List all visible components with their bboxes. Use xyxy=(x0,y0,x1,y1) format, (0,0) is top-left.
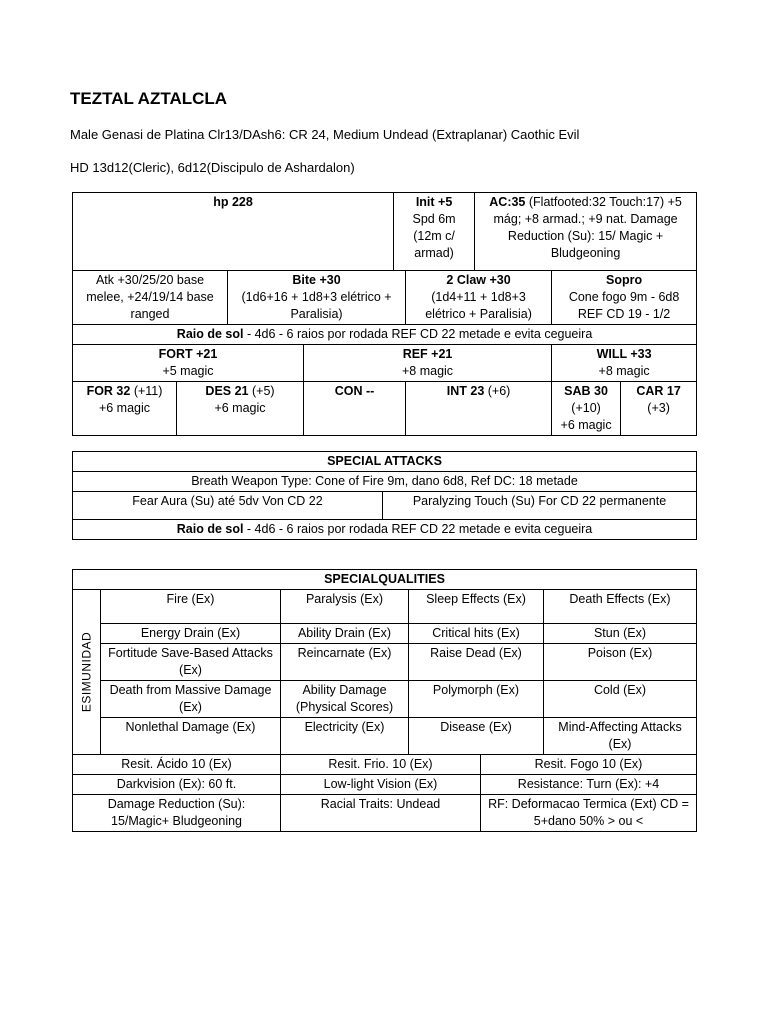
ref-save-cell xyxy=(304,345,552,382)
claw-cell xyxy=(406,271,552,325)
immunity-item: Ability Drain (Ex) xyxy=(281,624,409,644)
sun-ray-row xyxy=(73,325,697,345)
damage-reduction-cell: Damage Reduction (Su): 15/Magic+ Bludgeoning xyxy=(73,795,281,832)
immunity-item: Mind-Affecting Attacks (Ex) xyxy=(544,718,697,755)
immunity-item: Death from Massive Damage (Ex) xyxy=(101,681,281,718)
wis-magic: +6 magic xyxy=(560,418,612,432)
hit-dice: HD 13d12(Cleric), 6d12(Discipulo de Ashardalon) xyxy=(70,160,355,175)
wis-label: SAB 30 xyxy=(564,384,608,398)
str-cell xyxy=(73,382,177,436)
init-label: Init +5 xyxy=(415,195,453,209)
immunity-item: Electricity (Ex) xyxy=(281,718,409,755)
immunity-item: Raise Dead (Ex) xyxy=(409,644,544,681)
character-summary: Male Genasi de Platina Clr13/DAsh6: CR 24, Medium Undead (Extraplanar) Caothic Evil xyxy=(70,127,580,142)
immunity-item: Nonlethal Damage (Ex) xyxy=(101,718,281,755)
stat-block xyxy=(72,192,697,436)
special-sun-ray-text: - 4d6 - 6 raios por rodada REF CD 22 metade e evita cegueira xyxy=(243,522,593,536)
fear-aura-cell: Fear Aura (Su) até 5dv Von CD 22 xyxy=(73,492,383,520)
int-label: INT 23 xyxy=(446,384,485,398)
immunity-item: Cold (Ex) xyxy=(544,681,697,718)
special-attacks-header: SPECIAL ATTACKS xyxy=(73,452,697,472)
special-qualities-header: SPECIALQUALITIES xyxy=(73,570,697,590)
fort-save-cell xyxy=(73,345,304,382)
con-cell: CON -- xyxy=(304,382,406,436)
immunity-item: Energy Drain (Ex) xyxy=(101,624,281,644)
int-mod: (+6) xyxy=(484,384,511,398)
immunity-item: Fortitude Save-Based Attacks (Ex) xyxy=(101,644,281,681)
str-label: FOR 32 xyxy=(86,384,131,398)
dex-cell xyxy=(177,382,304,436)
will-magic: +8 magic xyxy=(598,364,650,378)
attack-bonus-cell: Atk +30/25/20 base melee, +24/19/14 base ranged xyxy=(73,271,228,325)
cha-mod: (+3) xyxy=(647,401,670,415)
immunity-item: Sleep Effects (Ex) xyxy=(409,590,544,624)
racial-traits-cell: Racial Traits: Undead xyxy=(281,795,481,832)
immunity-item: Stun (Ex) xyxy=(544,624,697,644)
breath-weapon-row: Breath Weapon Type: Cone of Fire 9m, dano 6d8, Ref DC: 18 metade xyxy=(73,472,697,492)
immunity-item: Fire (Ex) xyxy=(101,590,281,624)
wis-mod: (+10) xyxy=(571,401,601,415)
special-attacks-table xyxy=(72,451,697,540)
hp-cell: hp 228 xyxy=(73,193,394,271)
cha-cell xyxy=(621,382,697,436)
fort-label: FORT +21 xyxy=(158,347,218,361)
int-cell xyxy=(406,382,552,436)
breath-cell xyxy=(552,271,697,325)
character-name: TEZTAL AZTALCLA xyxy=(70,89,228,108)
dex-label: DES 21 xyxy=(205,384,249,398)
bite-detail: (1d6+16 + 1d8+3 elétrico + Paralisia) xyxy=(241,290,392,321)
resist-acid-cell: Resit. Ácido 10 (Ex) xyxy=(73,755,281,775)
dex-mod: (+5) xyxy=(248,384,275,398)
fort-magic: +5 magic xyxy=(162,364,214,378)
special-sun-ray-label: Raio de sol xyxy=(176,522,244,536)
immunities-label: ESIMUNIDAD xyxy=(79,631,93,713)
claw-label: 2 Claw +30 xyxy=(446,273,511,287)
immunities-side-label xyxy=(73,590,101,755)
special-qualities-table xyxy=(72,569,697,832)
immunity-item: Critical hits (Ex) xyxy=(409,624,544,644)
immunity-item: Disease (Ex) xyxy=(409,718,544,755)
immunity-item: Death Effects (Ex) xyxy=(544,590,697,624)
init-speed-cell xyxy=(394,193,475,271)
immunity-item: Reincarnate (Ex) xyxy=(281,644,409,681)
ac-cell xyxy=(475,193,697,271)
sun-ray-text: - 4d6 - 6 raios por rodada REF CD 22 metade e evita cegueira xyxy=(243,327,593,341)
breath-detail: Cone fogo 9m - 6d8 REF CD 19 - 1/2 xyxy=(568,290,680,321)
thermal-deformation-cell: RF: Deformacao Termica (Ext) CD = 5+dano 50% > ou < xyxy=(481,795,697,832)
bite-cell xyxy=(228,271,406,325)
resist-fire-cell: Resit. Fogo 10 (Ex) xyxy=(481,755,697,775)
lowlight-vision-cell: Low-light Vision (Ex) xyxy=(281,775,481,795)
immunity-item: Ability Damage (Physical Scores) xyxy=(281,681,409,718)
cha-label: CAR 17 xyxy=(636,384,681,398)
immunity-item: Polymorph (Ex) xyxy=(409,681,544,718)
str-magic: +6 magic xyxy=(98,401,151,415)
turn-resistance-cell: Resistance: Turn (Ex): +4 xyxy=(481,775,697,795)
dex-magic: +6 magic xyxy=(214,401,266,415)
will-save-cell xyxy=(552,345,697,382)
ac-label: AC:35 xyxy=(489,195,526,209)
resist-cold-cell: Resit. Frio. 10 (Ex) xyxy=(281,755,481,775)
paralyzing-touch-cell: Paralyzing Touch (Su) For CD 22 permanente xyxy=(383,492,697,520)
bite-label: Bite +30 xyxy=(292,273,341,287)
ref-label: REF +21 xyxy=(402,347,453,361)
speed-value: Spd 6m (12m c/ armad) xyxy=(412,212,456,260)
breath-label: Sopro xyxy=(606,273,643,287)
darkvision-cell: Darkvision (Ex): 60 ft. xyxy=(73,775,281,795)
will-label: WILL +33 xyxy=(596,347,652,361)
sun-ray-label: Raio de sol xyxy=(176,327,244,341)
ac-detail: (Flatfooted:32 Touch:17) +5 mág; +8 armad.; +9 nat. Damage Reduction (Su): 15/ Magic + Bludgeoning xyxy=(493,195,682,260)
ref-magic: +8 magic xyxy=(401,364,454,378)
wis-cell xyxy=(552,382,621,436)
str-mod: (+11) xyxy=(130,384,163,398)
special-sun-ray-row xyxy=(73,520,697,540)
claw-detail: (1d4+11 + 1d8+3 elétrico + Paralisia) xyxy=(425,290,532,321)
immunity-item: Poison (Ex) xyxy=(544,644,697,681)
immunity-item: Paralysis (Ex) xyxy=(281,590,409,624)
